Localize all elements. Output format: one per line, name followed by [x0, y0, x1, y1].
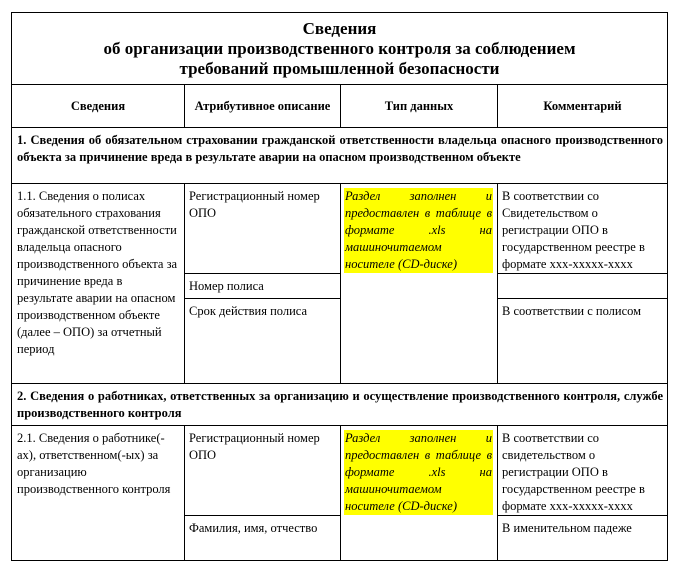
section-2-item-label: 2.1. Сведения о работнике(-ах), ответственном(-ых) за организацию производственного контроля	[12, 426, 185, 561]
production-control-table	[11, 12, 668, 561]
data-type-cell	[341, 184, 498, 384]
section-2-row	[12, 384, 668, 426]
data-type-cell	[341, 426, 498, 561]
section-1-row	[12, 128, 668, 184]
header-comment: Комментарий	[498, 85, 668, 128]
table-row	[12, 426, 668, 516]
comment-cell: В соответствии со Свидетельством о регистрации ОПО в государственном реестре в формате ххх-ххххх-хххх	[498, 184, 668, 274]
header-row	[12, 85, 668, 128]
document-title	[12, 13, 668, 85]
header-info: Сведения	[12, 85, 185, 128]
title-line-2: об организации производственного контроля за соблюдением	[103, 39, 576, 58]
comment-cell: В именительном падеже	[498, 516, 668, 561]
comment-cell	[498, 274, 668, 299]
table-row	[12, 184, 668, 274]
comment-cell: В соответствии со свидетельством о регистрации ОПО в государственном реестре в формате ххх-ххххх-хххх	[498, 426, 668, 516]
document-page	[11, 12, 667, 561]
attribute-cell: Фамилия, имя, отчество	[185, 516, 341, 561]
attribute-cell: Номер полиса	[185, 274, 341, 299]
title-line-3: требований промышленной безопасности	[179, 59, 500, 78]
comment-cell: В соответствии с полисом	[498, 299, 668, 384]
section-2-heading: 2. Сведения о работниках, ответственных за организацию и осуществление производственного контроля, службе производственного контроля	[12, 384, 668, 426]
header-data-type: Тип данных	[341, 85, 498, 128]
attribute-cell: Срок действия полиса	[185, 299, 341, 384]
title-row	[12, 13, 668, 85]
header-attribute: Атрибутивное описание	[185, 85, 341, 128]
data-type-note: Раздел заполнен и предоставлен в таблице в формате .xls на машиночитаемом носителе (CD-диске)	[345, 189, 492, 271]
attribute-cell: Регистрационный номер ОПО	[185, 184, 341, 274]
data-type-note: Раздел заполнен и предоставлен в таблице в формате .xls на машиночитаемом носителе (CD-диске)	[345, 431, 492, 513]
attribute-cell: Регистрационный номер ОПО	[185, 426, 341, 516]
section-1-item-label: 1.1. Сведения о полисах обязательного страхования гражданской ответственности владельца опасного производственного объекта за причинение вреда в результате аварии на опасном производственном объекте (далее – ОПО) за отчетный период	[12, 184, 185, 384]
title-line-1: Сведения	[302, 19, 377, 38]
section-1-heading: 1. Сведения об обязательном страховании гражданской ответственности владельца опасного производственного объекта за причинение вреда в результате аварии на опасном производственном объекте	[12, 128, 668, 184]
